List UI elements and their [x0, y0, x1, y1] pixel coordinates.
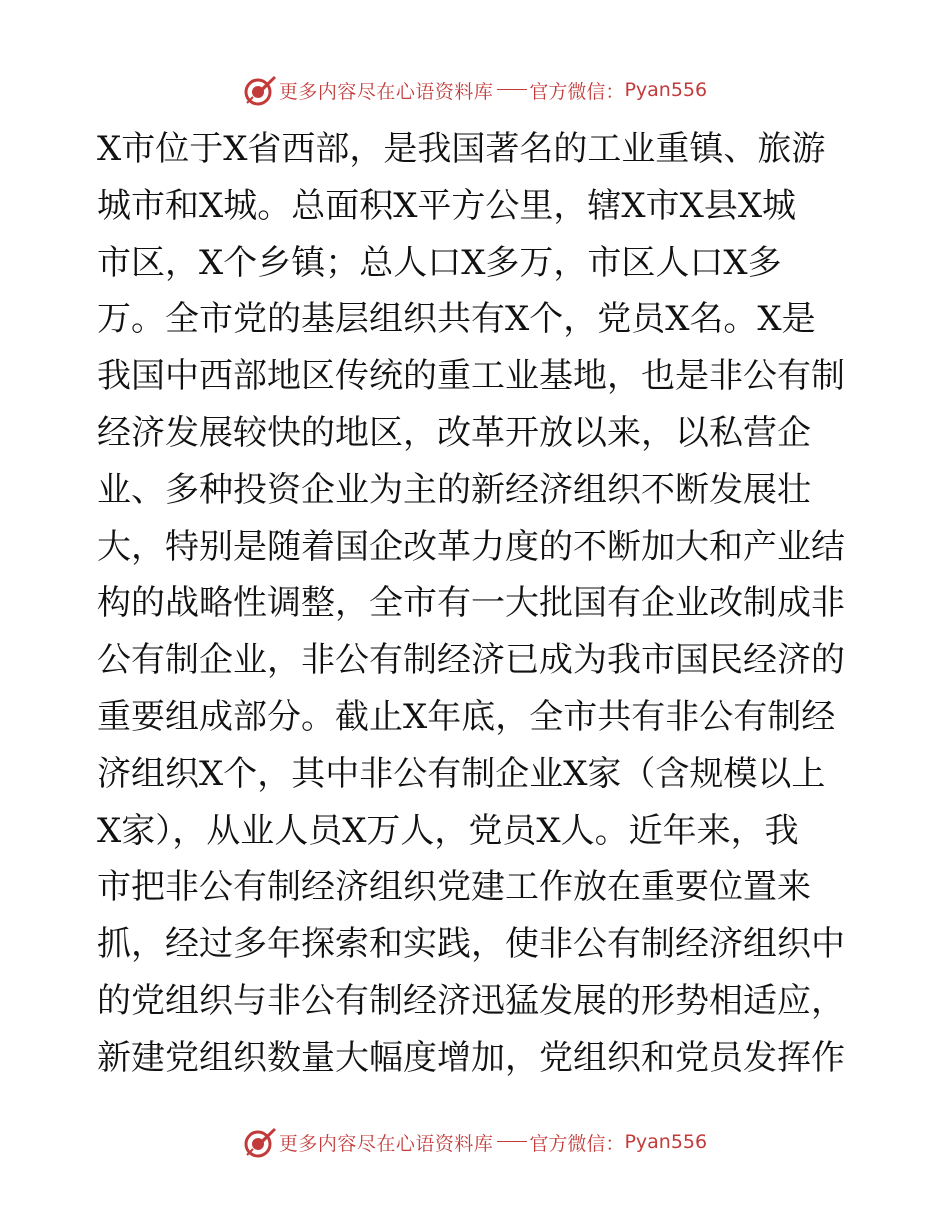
text-line: 业、多种投资企业为主的新经济组织不断发展壮 — [97, 469, 811, 510]
footer-promo-text: 更多内容尽在心语资料库 — [278, 1132, 494, 1155]
document-body — [97, 121, 847, 1087]
text-line: 重要组成部分。截止X年底，全市共有非公有制经 — [97, 696, 836, 737]
text-line: 新建党组织数量大幅度增加，党组织和党员发挥作 — [97, 1037, 845, 1078]
text-line: 构的战略性调整，全市有一大批国有企业改制成非 — [97, 583, 845, 624]
text-line: 济组织X个，其中非公有制企业X家（含规模以上 — [97, 753, 826, 794]
header-dash-divider — [497, 89, 527, 90]
text-line: 市把非公有制经济组织党建工作放在重要位置来 — [97, 867, 811, 908]
footer-watermark-banner — [0, 1122, 950, 1162]
footer-dash-divider — [497, 1141, 527, 1142]
quill-logo-icon — [243, 1125, 277, 1159]
header-official-wechat-label: 官方微信： — [529, 80, 625, 103]
text-line: 抓，经过多年探索和实践，使非公有制经济组织中 — [97, 924, 845, 965]
text-line: X家），从业人员X万人，党员X人。近年来，我 — [97, 810, 799, 851]
text-line: 城市和X城。总面积X平方公里，辖X市X县X城 — [97, 185, 797, 226]
header-wechat-id: Pyan556 — [624, 79, 708, 101]
text-line: 大，特别是随着国企改革力度的不断加大和产业结 — [97, 526, 845, 567]
footer-official-wechat-label: 官方微信： — [529, 1132, 625, 1155]
text-line: 市区，X个乡镇；总人口X多万，市区人口X多 — [97, 242, 782, 283]
text-line: X市位于X省西部，是我国著名的工业重镇、旅游 — [97, 129, 826, 169]
text-line: 的党组织与非公有制经济迅猛发展的形势相适应， — [97, 980, 845, 1021]
text-line: 经济发展较快的地区，改革开放以来，以私营企 — [97, 412, 811, 453]
header-promo-text: 更多内容尽在心语资料库 — [278, 80, 494, 103]
text-line: 公有制企业，非公有制经济已成为我市国民经济的 — [97, 640, 845, 681]
header-watermark-banner — [0, 70, 950, 110]
text-line: 我国中西部地区传统的重工业基地，也是非公有制 — [97, 356, 845, 397]
footer-wechat-id: Pyan556 — [624, 1131, 708, 1153]
text-line: 万。全市党的基层组织共有X个，党员X名。X是 — [97, 299, 816, 340]
quill-logo-icon — [243, 73, 277, 107]
